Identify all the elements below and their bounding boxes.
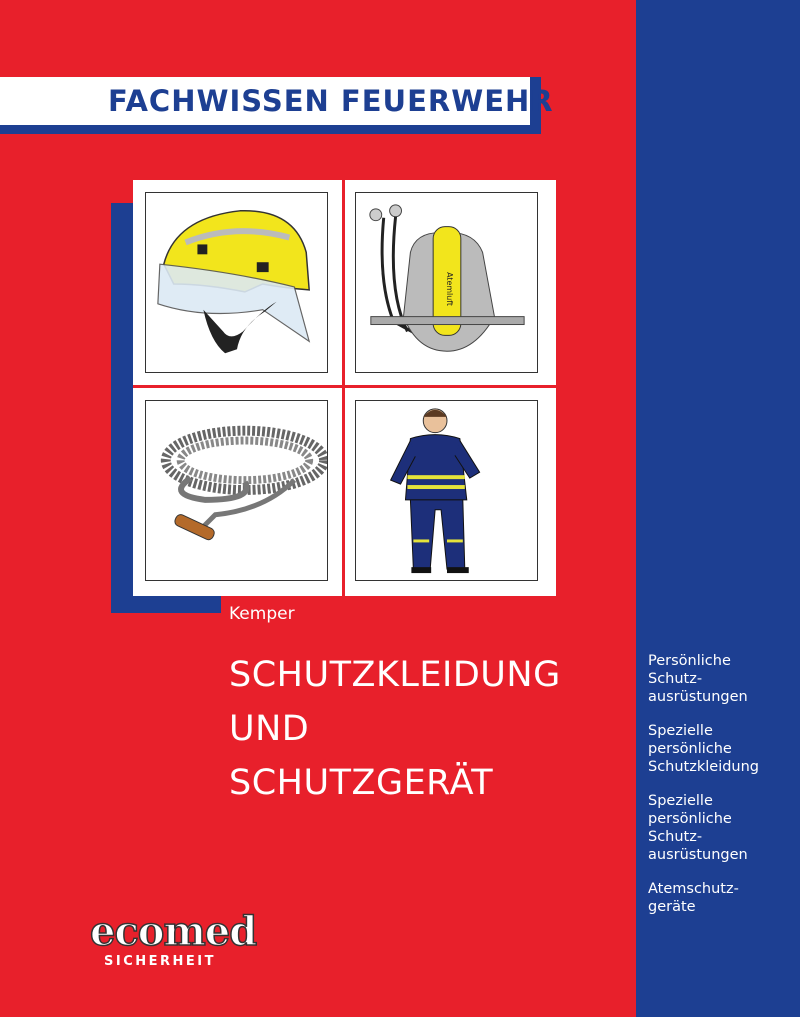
title-line-2: UND: [229, 709, 310, 749]
grid-divider-vertical: [342, 180, 345, 596]
topic-item: Persönliche Schutz- ausrüstungen: [648, 653, 748, 705]
topic-item: Atemschutz- geräte: [648, 881, 739, 915]
series-title: FACHWISSEN FEUERWEHR: [108, 84, 554, 118]
photo-shadow-bottom: [111, 593, 221, 613]
author-name: Kemper: [229, 604, 295, 624]
logo-subtitle: SICHERHEIT: [104, 954, 216, 969]
topic-item: Spezielle persönliche Schutz- ausrüstungen: [648, 793, 748, 863]
topic-list: [648, 652, 798, 932]
firefighter-uniform-illustration: [355, 400, 538, 581]
title-line-1: SCHUTZKLEIDUNG: [229, 655, 561, 695]
topic-item: Spezielle persönliche Schutzkleidung: [648, 723, 760, 775]
title-line-3: SCHUTZGERÄT: [229, 763, 494, 803]
rope-illustration: [145, 400, 328, 581]
publisher-logo: [90, 908, 285, 972]
breathing-apparatus-illustration: [355, 192, 538, 373]
photo-shadow: [111, 203, 133, 613]
logo-word: ecomed: [90, 908, 257, 955]
helmet-illustration: [145, 192, 328, 373]
bottle-label: Atemluft: [444, 272, 454, 307]
grid-divider-horizontal: [133, 385, 556, 388]
book-title: [229, 648, 561, 810]
